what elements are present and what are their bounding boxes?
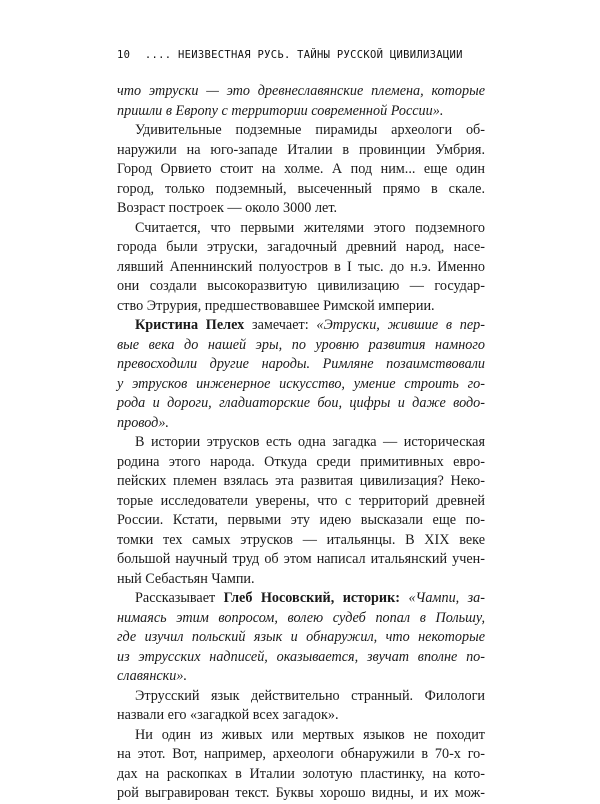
text-run: Рассказывает [135,590,224,606]
text-line [117,648,485,668]
text-run: Ни один из живых или мертвых языков не походит [135,726,485,743]
text-line [117,121,485,141]
quote-text: нимаясь этим вопросом, волею судеб попал в Польшу, [117,609,485,626]
text-line [117,414,485,434]
text-run: замечает: [244,317,317,333]
text-line [117,687,485,707]
text-run: ный Себастьян Чампи. [117,570,255,587]
quote-text: вые века до нашей эры, по уровню развития намного [117,336,485,353]
text-line [117,238,485,258]
text-run: В истории этрусков есть одна загадка — историческая [135,434,485,450]
text-line [117,316,485,336]
text-run: дах на раскопках в Италии золотую пластинку, на кото- [117,765,485,782]
text-line [117,550,485,570]
text-run: город, только подземный, высеченный прямо в скале. [117,180,485,197]
text-line [117,219,485,239]
page-number: 10 [117,49,131,61]
text-run: томки тех самых этрусков — итальянцы. В XIX веке [117,531,485,548]
text-line [117,472,485,492]
text-run: Считается, что первыми жителями этого подземного [135,219,485,236]
body-text [117,82,485,804]
text-line [117,784,485,804]
text-line [117,277,485,297]
quote-text: что этруски — это древнеславянские племена, которые [117,83,485,99]
running-header [117,49,490,61]
text-line [117,609,485,629]
text-line [117,180,485,200]
text-line [117,570,485,590]
text-run: торые исследователи уверены, что с территорий древней [117,492,485,509]
running-title: НЕИЗВЕСТНАЯ РУСЬ. ТАЙНЫ РУССКОЙ ЦИВИЛИЗАЦИИ [178,49,463,61]
quote-text: «Этруски, жившие в пер- [316,317,485,333]
quote-text: «Чампи, за- [408,590,486,606]
text-run: Возраст построек — около 3000 лет. [117,200,338,216]
text-line [117,531,485,551]
text-run: родина этого народа. Откуда среди примитивных евро- [117,453,485,470]
text-run: России. Кстати, первыми эту идею высказали еще по- [117,512,485,528]
text-line [117,355,485,375]
text-line [117,297,485,317]
text-line [117,745,485,765]
quote-text: провод». [117,414,169,431]
text-line [117,511,485,531]
text-run: Этрусский язык действительно странный. Филологи [135,687,485,704]
text-line [117,160,485,180]
text-line [117,628,485,648]
text-run: пейских племен взялась эта развитая цивилизация? Неко- [117,473,485,489]
text-line [117,336,485,356]
text-run: города были этруски, загадочный древний народ, насе- [117,239,485,255]
text-run: назвали его «загадкой всех загадок». [117,707,339,723]
text-line [117,394,485,414]
text-run: рой выгравирован текст. Буквы хорошо видны, и их мож- [117,785,485,801]
text-line [117,375,485,395]
quote-text: где изучил польский язык и обнаружил, что некоторые [117,629,485,645]
text-line [117,258,485,278]
text-line [117,82,485,102]
text-run: наружили на юго-западе Италии в провинции Умбрия. [117,141,485,158]
quote-text: из этрусских надписей, оказывается, звучат вполне по- [117,648,485,665]
speaker-name: Кристина Пелех [135,317,245,333]
text-line [117,706,485,726]
text-run: Город Орвието стоит на холме. А под ним... еще один [117,161,485,177]
header-dots: .... [144,49,172,61]
text-run: лявший Апеннинский полуостров в I тыс. до н.э. Именно [117,258,485,275]
quote-text: славянски». [117,668,188,684]
speaker-name: Глеб Носовский, историк: [223,590,400,606]
quote-text: у этрусков инженерное искусство, умение строить го- [117,375,485,392]
text-line [117,765,485,785]
text-run: они создали высокоразвитую цивилизацию — государ- [117,278,485,294]
text-line [117,453,485,473]
text-line [117,726,485,746]
quote-text: рода и дороги, гладиаторские бои, цифры и даже водо- [117,395,485,411]
text-line [117,433,485,453]
quote-text: превосходили другие народы. Римляне позаимствовали [117,356,485,372]
quote-text: пришли в Европу с территории современной России». [117,102,444,119]
text-line [117,492,485,512]
text-line [117,589,485,609]
text-line [117,199,485,219]
text-line [117,667,485,687]
text-line [117,141,485,161]
text-run: на этот. Вот, например, археологи обнаружили в 70-х го- [117,746,485,762]
text-run: ство Этрурия, предшествовавшее Римской империи. [117,297,435,314]
text-line [117,102,485,122]
text-run: большой научный труд об этом написал итальянский учен- [117,551,485,567]
text-run: Удивительные подземные пирамиды археологи об- [135,122,485,138]
